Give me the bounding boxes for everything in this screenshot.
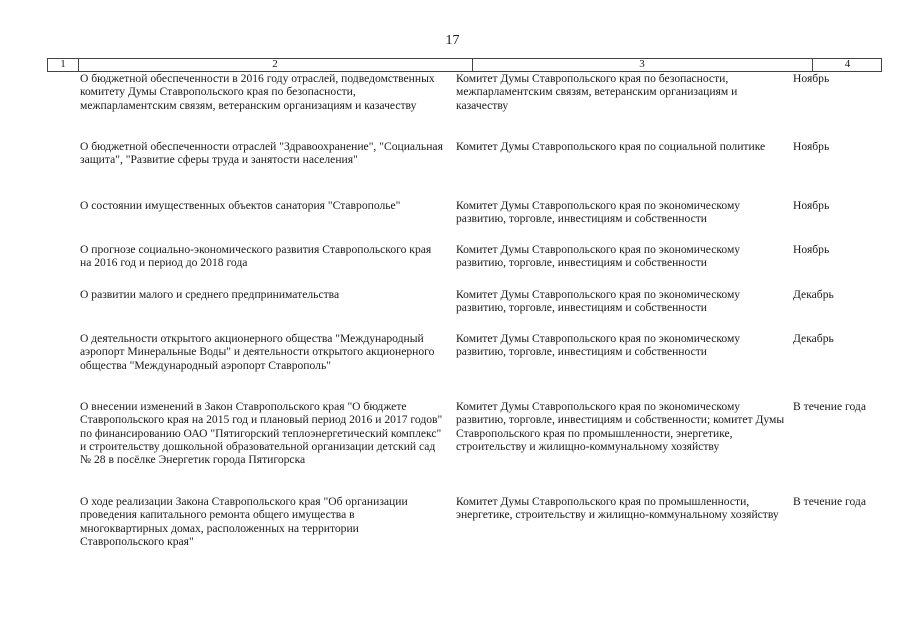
row-responsible: Комитет Думы Ставропольского края по экономическому развитию, торговле, инвестициям и собственности	[456, 199, 741, 226]
row-responsible: Комитет Думы Ставропольского края по экономическому развитию, торговле, инвестициям и собственности	[456, 243, 741, 270]
row-responsible: Комитет Думы Ставропольского края по экономическому развитию, торговле, инвестициям и собственности	[456, 288, 741, 315]
page-number: 17	[445, 33, 460, 48]
column-header-2: 2	[272, 58, 278, 70]
row-topic: О внесении изменений в Закон Ставропольского края "О бюджете Ставропольского края на 2015 год и плановый период 2016 и 2017 годов" по финансированию ОАО "Пятигорский теплоэнергетический комплекс" и строительству дошкольной образовательной организации детский сад № 28 в посёлке Энергетик города Пятигорска	[80, 400, 443, 467]
row-topic: О деятельности открытого акционерного общества "Международный аэропорт Минеральные Воды" и деятельности открытого акционерного общества "Международный аэропорт Ставрополь"	[80, 332, 435, 372]
column-header-3: 3	[639, 58, 645, 70]
row-term: Ноябрь	[793, 243, 830, 256]
row-responsible: Комитет Думы Ставропольского края по социальной политике	[456, 140, 766, 153]
row-topic: О состоянии имущественных объектов санатория "Ставрополье"	[80, 199, 401, 212]
row-term: Декабрь	[793, 332, 834, 345]
row-topic: О ходе реализации Закона Ставропольского края "Об организации проведения капитального ремонта общего имущества в многоквартирных домах, расположенных на территории Ставропольского края"	[80, 495, 408, 548]
row-responsible: Комитет Думы Ставропольского края по экономическому развитию, торговле, инвестициям и собственности	[456, 332, 741, 359]
row-responsible: Комитет Думы Ставропольского края по безопасности, межпарламентским связям, ветеранским организациям и казачеству	[456, 72, 738, 112]
row-term: Ноябрь	[793, 72, 830, 85]
row-topic: О развитии малого и среднего предпринимательства	[80, 288, 340, 301]
column-header-4: 4	[844, 58, 851, 70]
row-term: Декабрь	[793, 288, 834, 301]
row-term: Ноябрь	[793, 140, 830, 153]
row-term: В течение года	[793, 400, 866, 413]
row-topic: О бюджетной обеспеченности в 2016 году отраслей, подведомственных комитету Думы Ставропольского края по безопасности, межпарламентским связям, ветеранским организациям и казачеству	[80, 72, 435, 112]
row-term: Ноябрь	[793, 199, 830, 212]
column-header-1: 1	[60, 58, 66, 70]
row-responsible: Комитет Думы Ставропольского края по промышленности, энергетике, строительству и жилищно-коммунальному хозяйству	[456, 495, 779, 522]
table-header-row	[47, 58, 882, 72]
row-responsible: Комитет Думы Ставропольского края по экономическому развитию, торговле, инвестициям и собственности; комитет Думы Ставропольского края по промышленности, энергетике, строительству и жилищно-коммунальному хозяйству	[456, 400, 785, 453]
row-topic: О прогнозе социально-экономического развития Ставропольского края на 2016 год и период до 2018 года	[80, 243, 432, 270]
row-topic: О бюджетной обеспеченности отраслей "Здравоохранение", "Социальная защита", "Развитие сферы труда и занятости населения"	[80, 140, 443, 167]
plan-table	[47, 58, 882, 548]
row-term: В течение года	[793, 495, 866, 508]
